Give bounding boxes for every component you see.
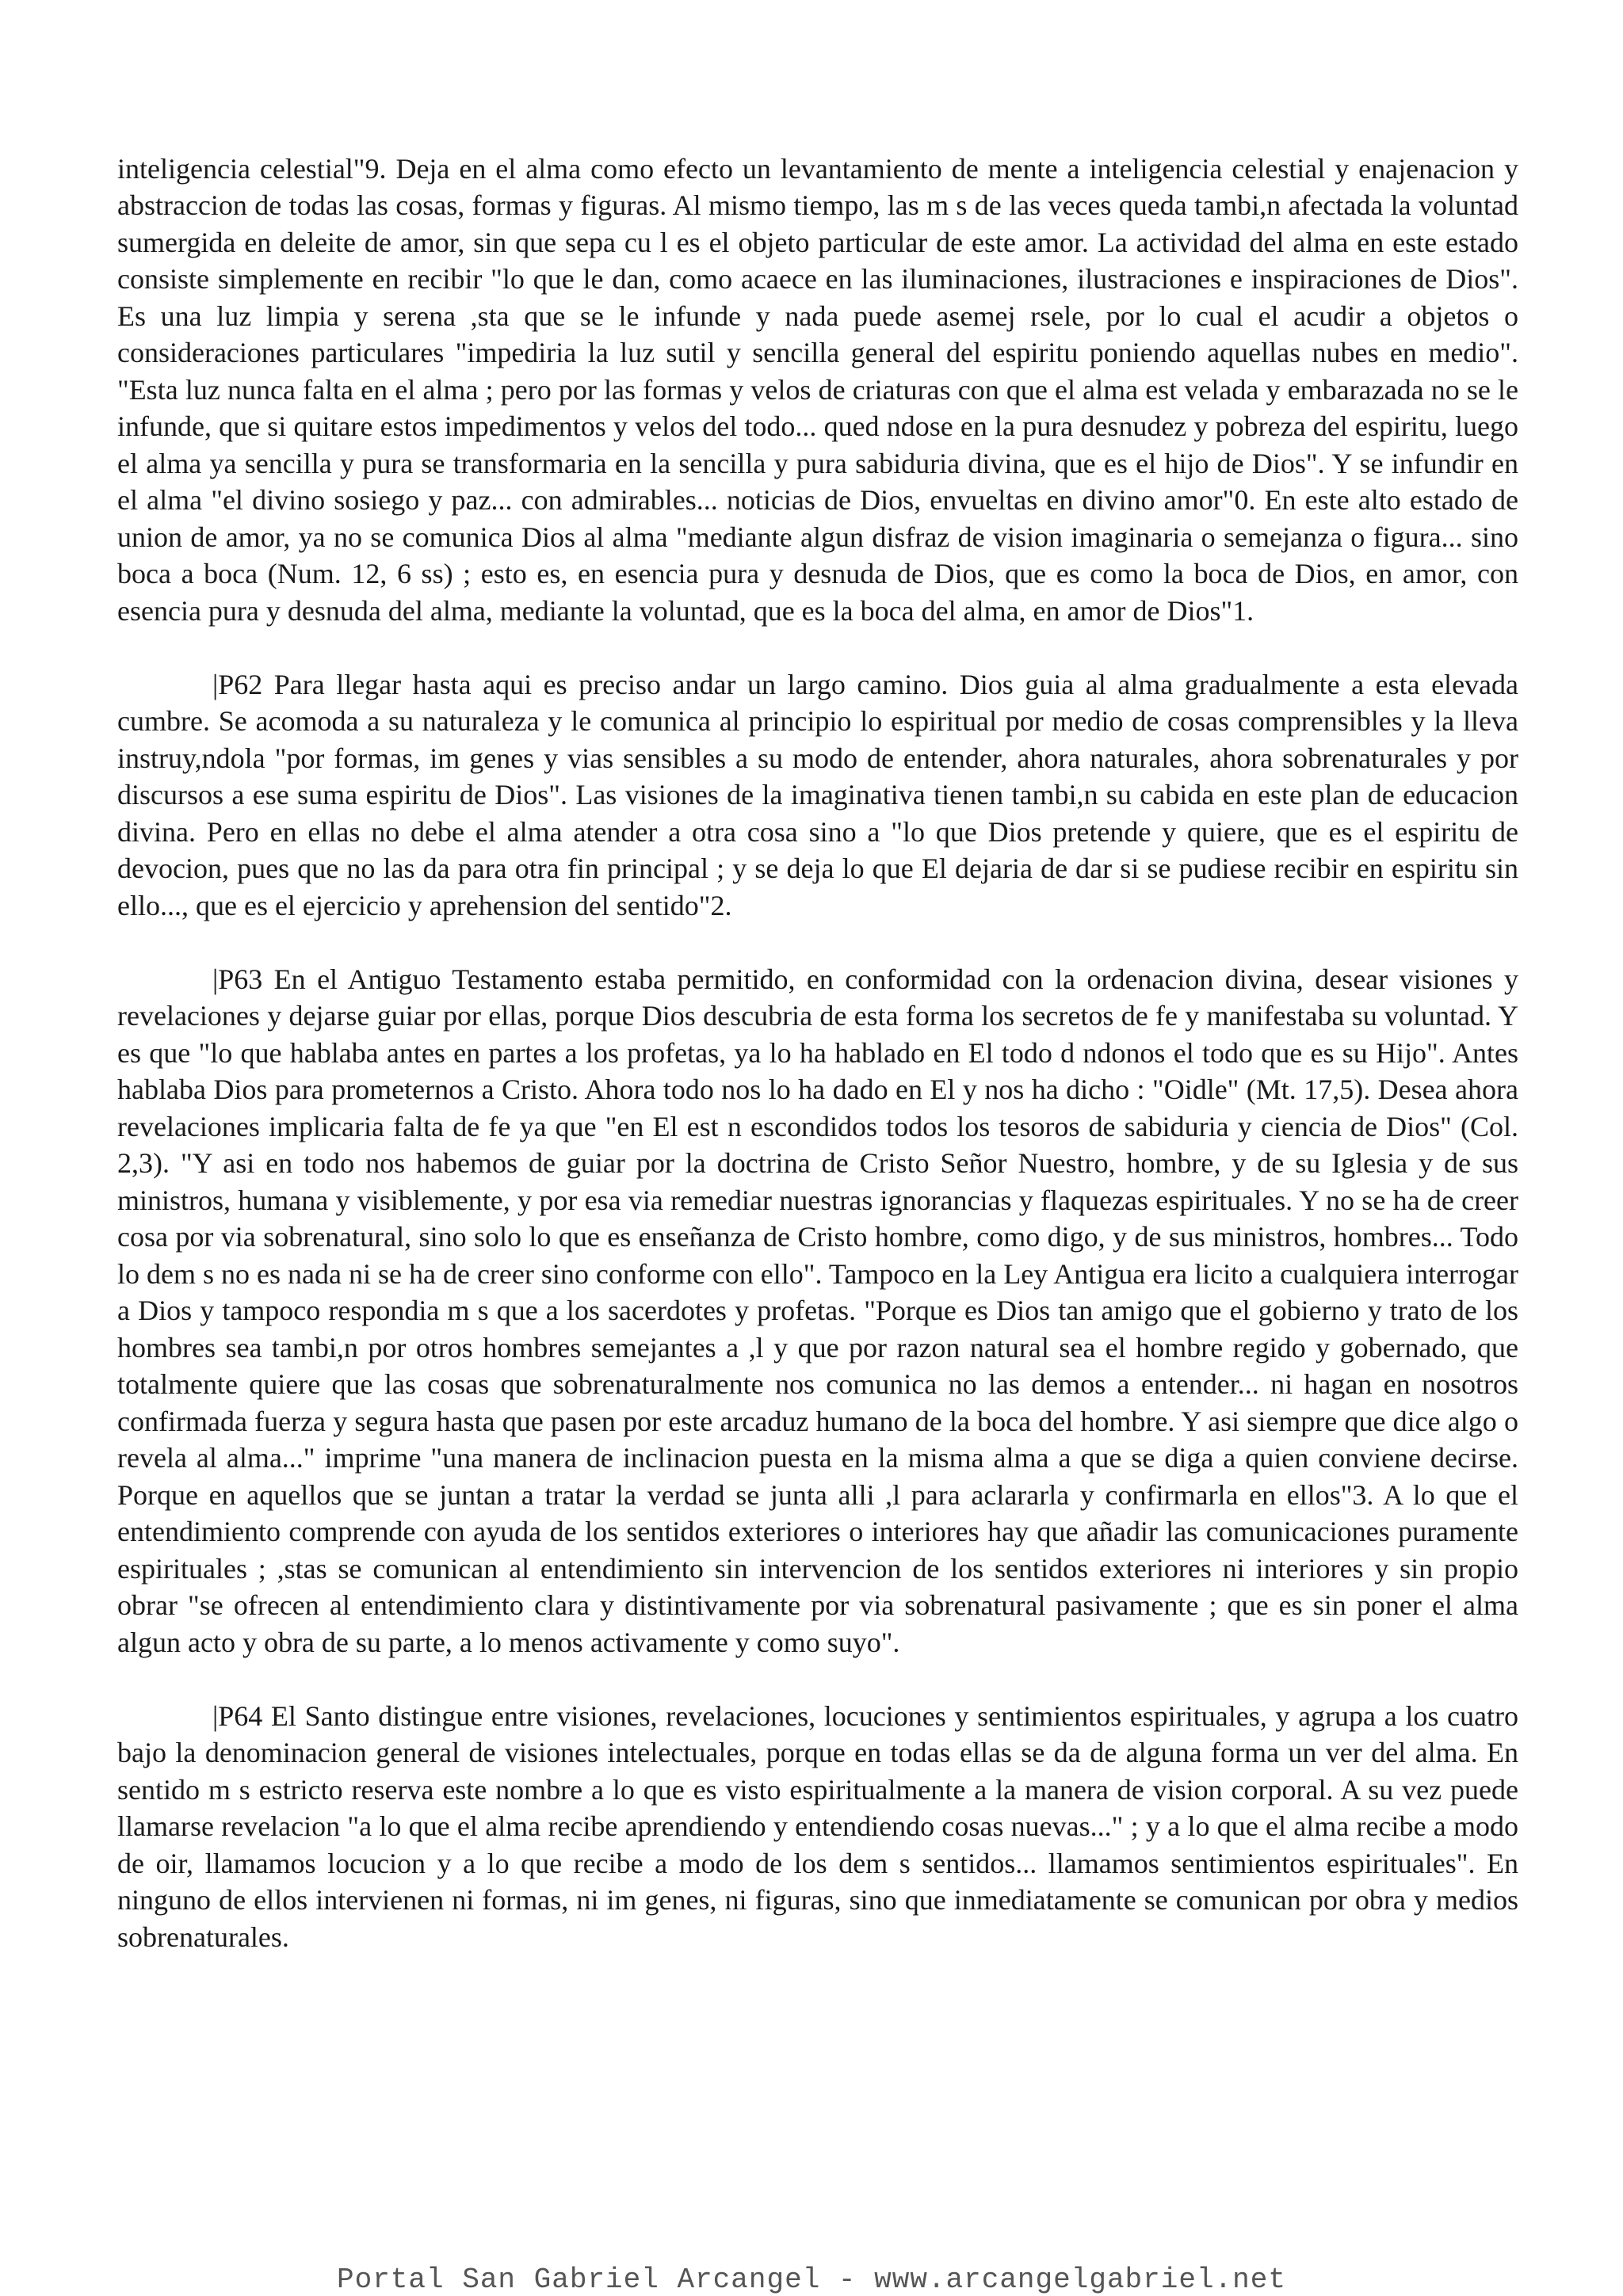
paragraph-p64: |P64 El Santo distingue entre visiones, revelaciones, locuciones y sentimientos espirituales, y agrupa a los cuatro bajo la denominacion general de visiones intelectuales, porque en todas ellas se da de alguna forma un ver del alma. En sentido m s estricto reserva este nombre a lo que es visto espiritualmente a la manera de vision corporal. A su vez puede llamarse revelacion "a lo que el alma recibe aprendiendo y entendiendo cosas nuevas..." ; y a lo que el alma recibe a modo de oir, llamamos locucion y a lo que recibe a modo de los dem s sentidos... llamamos sentimientos espirituales". En ninguno de ellos intervienen ni formas, ni im genes, ni figuras, sino que inmediatamente se comunican por obra y medios sobrenaturales. (117, 1699, 1518, 1953)
body-text (117, 113, 1518, 1993)
paragraph-p63: |P63 En el Antiguo Testamento estaba permitido, en conformidad con la ordenacion divina, desear visiones y revelaciones y dejarse guiar por ellas, porque Dios descubria de esta forma los secretos de fe y manifestaba su voluntad. Y es que "lo que hablaba antes en partes a los profetas, ya lo ha hablado en El todo d ndonos el todo que es su Hijo". Antes hablaba Dios para prometernos a Cristo. Ahora todo nos lo ha dado en El y nos ha dicho : "Oidle" (Mt. 17,5). Desea ahora revelaciones implicaria falta de fe ya que "en El est n escondidos todos los tesoros de sabiduria y ciencia de Dios" (Col. 2,3). "Y asi en todo nos habemos de guiar por la doctrina de Cristo Señor Nuestro, hombre, y de su Iglesia y de sus ministros, humana y visiblemente, y por esa via remediar nuestras ignorancias y flaquezas espirituales. Y no se ha de creer cosa por via sobrenatural, sino solo lo que es enseñanza de Cristo hombre, como digo, y de sus ministros, hombres... Todo lo dem s no es nada ni se ha de creer sino conforme con ello". Tampoco en la Ley Antigua era licito a cualquiera interrogar a Dios y tampoco respondia m s que a los sacerdotes y profetas. "Porque es Dios tan amigo que el gobierno y trato de los hombres sea tambi,n por otros hombres semejantes a ,l y que por razon natural sea el hombre regido y gobernado, que totalmente quiere que las cosas que sobrenaturalmente nos comunica no las demos a entender... ni hagan en nosotros confirmada fuerza y segura hasta que pasen por este arcaduz humano de la boca del hombre. Y asi siempre que dice algo o revela al alma..." imprime "una manera de inclinacion puesta en la misma alma a que se diga a quien conviene decirse. Porque en aquellos que se juntan a tratar la verdad se junta alli ,l para aclararla y confirmarla en ellos"3. A lo que el entendimiento comprende con ayuda de los sentidos exteriores o interiores hay que añadir las comunicaciones puramente espirituales ; ,stas se comunican al entendimiento sin intervencion de los sentidos exteriores ni interiores y sin propio obrar "se ofrecen al entendimiento clara y distintivamente por via sobrenatural pasivamente ; que es sin poner el alma algun acto y obra de su parte, a lo menos activamente y como suyo". (117, 963, 1518, 1658)
paragraph-continuation: inteligencia celestial"9. Deja en el alma como efecto un levantamiento de mente a inteligencia celestial y enajenacion y abstraccion de todas las cosas, formas y figuras. Al mismo tiempo, las m s de las veces queda tambi,n afectada la voluntad sumergida en deleite de amor, sin que sepa cu l es el objeto particular de este amor. La actividad del alma en este estado consiste simplemente en recibir "lo que le dan, como acaece en las iluminaciones, ilustraciones e inspiraciones de Dios". Es una luz limpia y serena ,sta que se le infunde y nada puede asemej rsele, por lo cual el acudir a objetos o consideraciones particulares "impediria la luz sutil y sencilla general del espiritu poniendo aquellas nubes en medio". "Esta luz nunca falta en el alma ; pero por las formas y velos de criaturas con que el alma est velada y embarazada no se le infunde, que si quitare estos impedimentos y velos del todo... qued ndose en la pura desnudez y pobreza del espiritu, luego el alma ya sencilla y pura se transformaria en la sencilla y pura sabiduria divina, que es el hijo de Dios". Y se infundir en el alma "el divino sosiego y paz... con admirables... noticias de Dios, envueltas en divino amor"0. En este alto estado de union de amor, ya no se comunica Dios al alma "mediante algun disfraz de vision imaginaria o semejanza o figura... sino boca a boca (Num. 12, 6 ss) ; esto es, en esencia pura y desnuda de Dios, que es como la boca de Dios, en amor, con esencia pura y desnuda del alma, mediante la voluntad, que es la boca del alma, en amor de Dios"1. (117, 152, 1518, 627)
page-footer: Portal San Gabriel Arcangel - www.arcangelgabriel.net (337, 2264, 1286, 2296)
paragraph-p62: |P62 Para llegar hasta aqui es preciso andar un largo camino. Dios guia al alma gradualmente a esta elevada cumbre. Se acomoda a su naturaleza y le comunica al principio lo espiritual por medio de cosas comprensibles y la lleva instruy,ndola "por formas, im genes y vias sensibles a su modo de entender, ahora naturales, ahora sobrenaturales y por discursos a ese suma espiritu de Dios". Las visiones de la imaginativa tienen tambi,n su cabida en este plan de educacion divina. Pero en ellas no debe el alma atender a otra cosa sino a "lo que Dios pretende y quiere, que es el espiritu de devocion, pues que no las da para otra fin principal ; y se deja lo que El dejaria de dar si se pudiese recibir en espiritu sin ello..., que es el ejercicio y aprehension del sentido"2. (117, 668, 1518, 921)
